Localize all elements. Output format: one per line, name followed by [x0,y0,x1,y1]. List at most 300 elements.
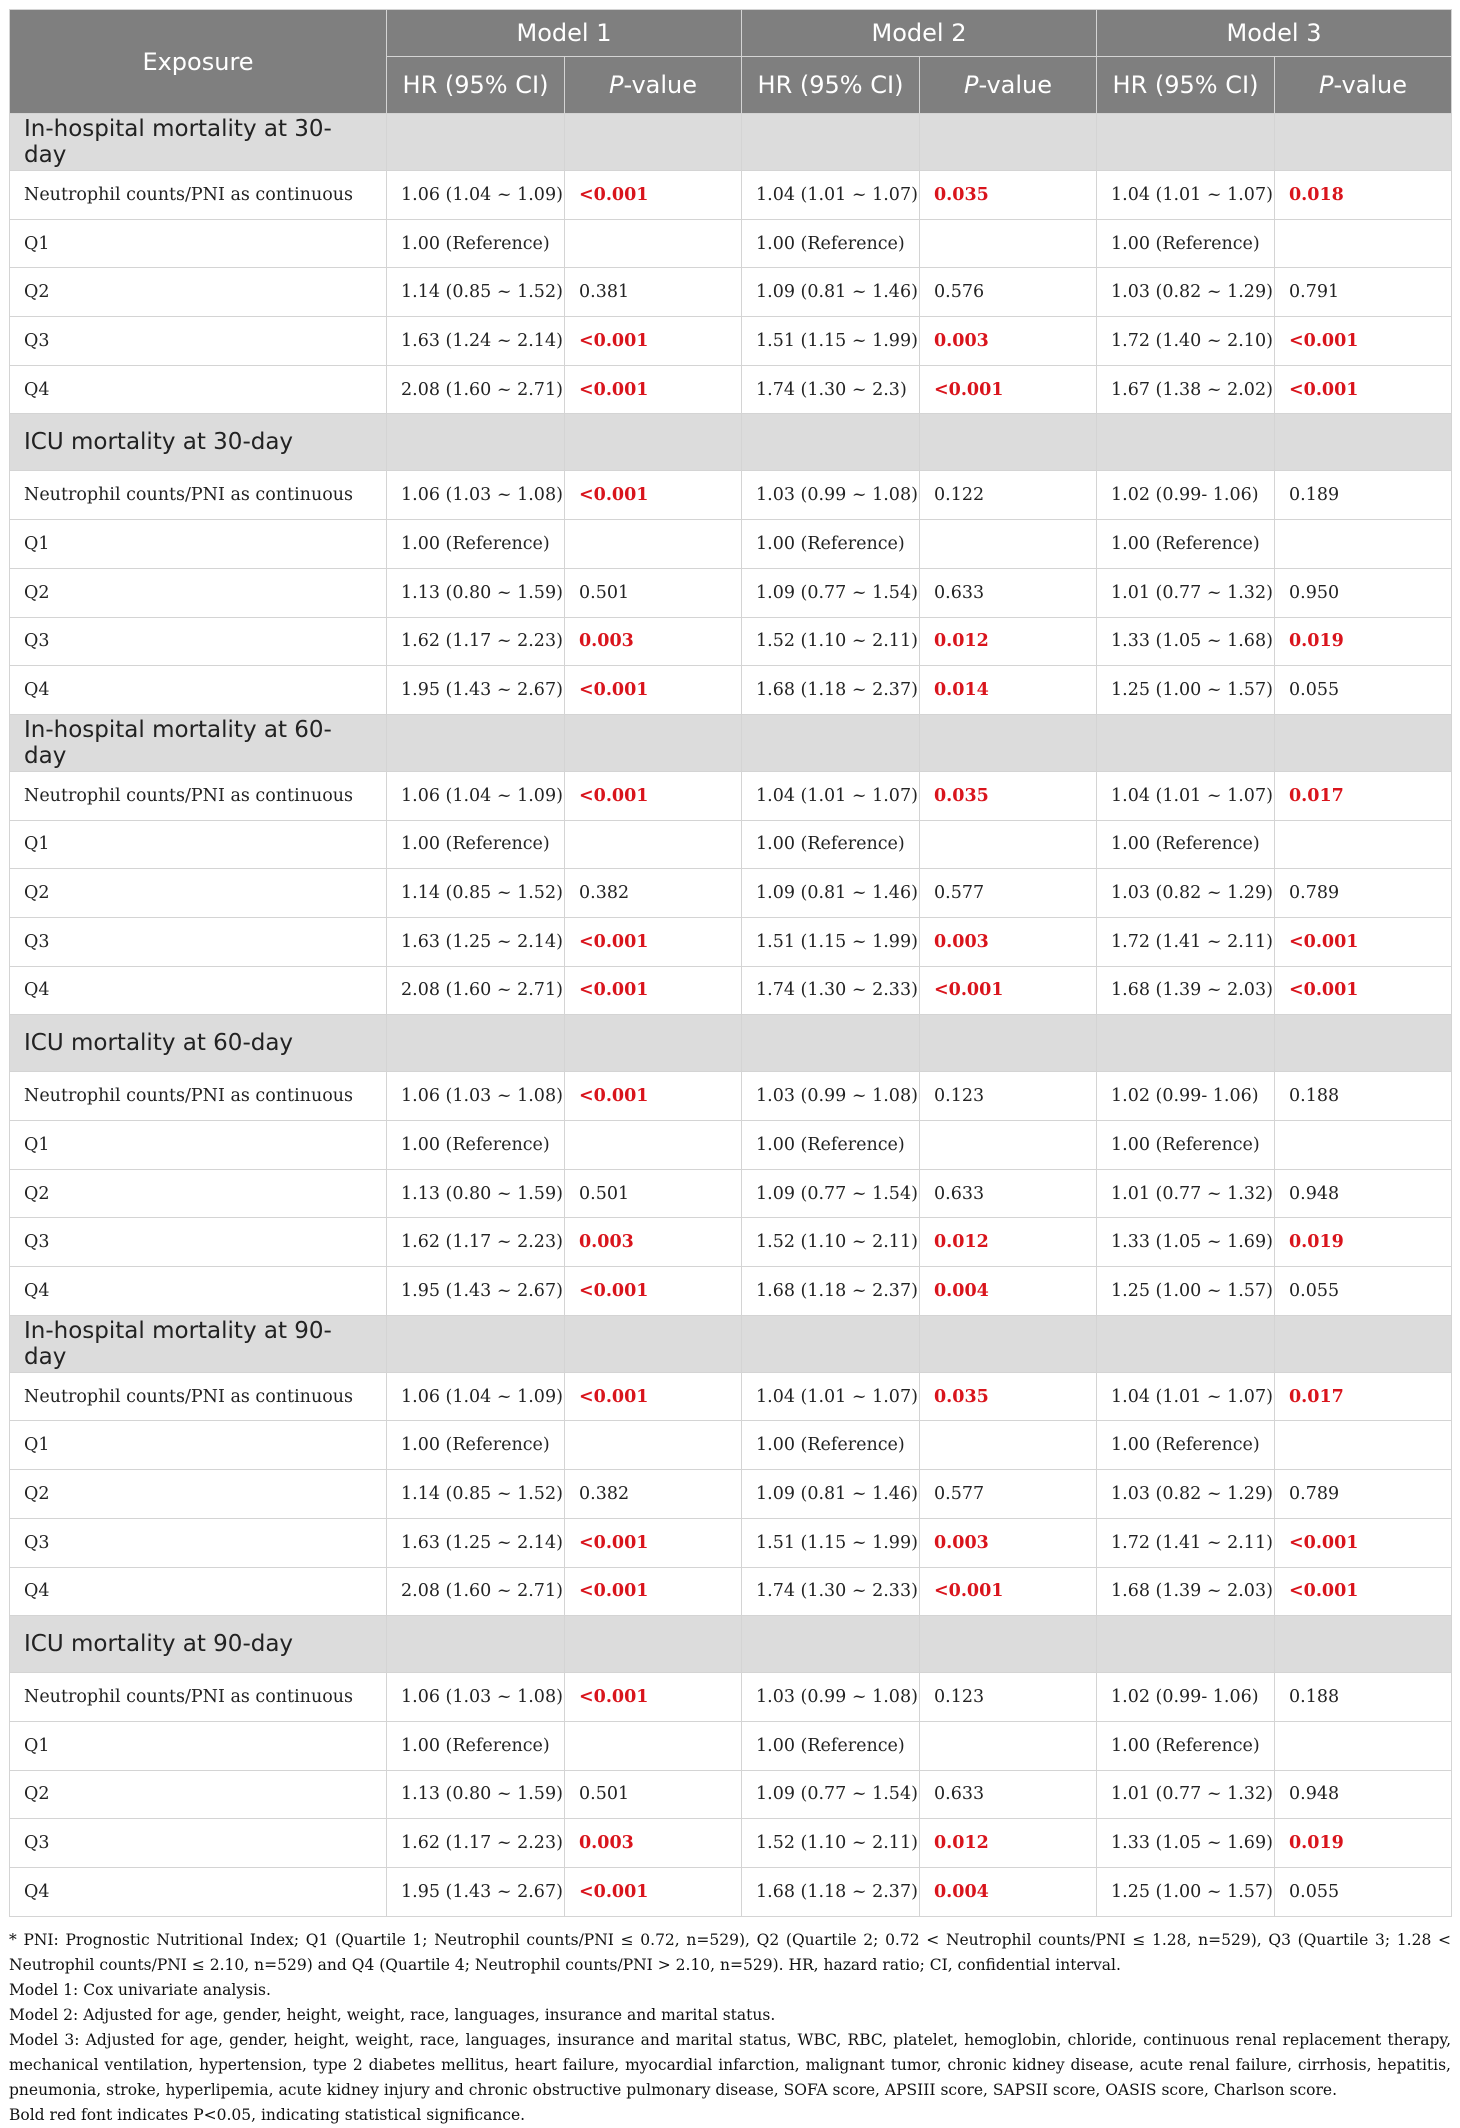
exposure-label: Q4 [10,1867,387,1916]
hr-header: HR (95% CI) [1097,57,1275,114]
hr-cell: 1.04 (1.01 ~ 1.07) [1097,171,1275,220]
hr-cell: 1.95 (1.43 ~ 2.67) [387,1867,565,1916]
p-value-cell [920,219,1097,268]
p-value-cell: <0.001 [1275,966,1452,1015]
exposure-header: Exposure [10,10,387,114]
hr-cell: 1.68 (1.39 ~ 2.03) [1097,966,1275,1015]
table-row [10,1218,1452,1267]
p-value-cell: <0.001 [565,966,742,1015]
table-row [10,1721,1452,1770]
p-value-cell: 0.012 [920,1218,1097,1267]
section-empty-cell [565,414,742,471]
table-row [10,869,1452,918]
hr-cell: 1.74 (1.30 ~ 2.3) [742,365,920,414]
model-1-header: Model 1 [387,10,742,57]
hr-cell: 1.00 (Reference) [1097,520,1275,569]
p-value-cell: <0.001 [1275,365,1452,414]
p-value-cell: 0.004 [920,1867,1097,1916]
section-empty-cell [920,114,1097,171]
table-row [10,1121,1452,1170]
section-header-row [10,1015,1452,1072]
model-3-header: Model 3 [1097,10,1452,57]
p-value-cell: 0.003 [920,317,1097,366]
p-value-cell: <0.001 [565,666,742,715]
hr-cell: 1.00 (Reference) [1097,1121,1275,1170]
table-row [10,1867,1452,1916]
hr-cell: 1.68 (1.39 ~ 2.03) [1097,1567,1275,1616]
hr-cell: 1.03 (0.99 ~ 1.08) [742,1072,920,1121]
p-value-cell: 0.382 [565,869,742,918]
footnote-significance: Bold red font indicates P<0.05, indicating statistical significance. [9,2105,526,2124]
section-empty-cell [565,1616,742,1673]
hr-cell: 1.06 (1.04 ~ 1.09) [387,771,565,820]
p-value-cell: <0.001 [565,171,742,220]
hr-cell: 1.00 (Reference) [742,219,920,268]
hr-cell: 1.63 (1.25 ~ 2.14) [387,917,565,966]
p-value-cell: 0.017 [1275,1372,1452,1421]
hr-cell: 1.72 (1.40 ~ 2.10) [1097,317,1275,366]
p-value-cell [1275,1721,1452,1770]
hr-cell: 1.00 (Reference) [387,1721,565,1770]
results-table-container [9,9,1451,2128]
section-title: ICU mortality at 30-day [10,414,387,471]
exposure-label: Q4 [10,666,387,715]
p-value-cell: 0.576 [920,268,1097,317]
p-value-cell [565,520,742,569]
p-value-cell: 0.577 [920,1470,1097,1519]
table-row [10,171,1452,220]
table-row [10,1567,1452,1616]
exposure-label: Q4 [10,1567,387,1616]
table-row [10,520,1452,569]
exposure-label: Q3 [10,917,387,966]
p-value-header: P-value [920,57,1097,114]
hr-cell: 2.08 (1.60 ~ 2.71) [387,966,565,1015]
hr-cell: 1.13 (0.80 ~ 1.59) [387,568,565,617]
p-value-cell: 0.035 [920,171,1097,220]
table-header [10,10,1452,114]
p-value-cell: 0.577 [920,869,1097,918]
section-title: In-hospital mortality at 60-day [10,714,387,771]
model-2-header: Model 2 [742,10,1097,57]
p-value-cell: 0.950 [1275,568,1452,617]
table-row [10,1169,1452,1218]
table-footnotes [9,1928,1451,2128]
hr-cell: 1.03 (0.99 ~ 1.08) [742,471,920,520]
p-value-cell: <0.001 [920,966,1097,1015]
p-value-cell: 0.014 [920,666,1097,715]
table-row [10,1770,1452,1819]
p-value-cell: 0.948 [1275,1169,1452,1218]
exposure-label: Q2 [10,1770,387,1819]
section-header-row [10,114,1452,171]
p-value-header: P-value [1275,57,1452,114]
section-empty-cell [1275,114,1452,171]
p-value-cell: 0.501 [565,1770,742,1819]
hr-cell: 1.25 (1.00 ~ 1.57) [1097,1267,1275,1316]
p-value-cell: 0.633 [920,568,1097,617]
exposure-label: Q4 [10,1267,387,1316]
p-value-cell: <0.001 [565,365,742,414]
p-value-cell: <0.001 [565,1867,742,1916]
p-value-cell: <0.001 [565,1372,742,1421]
section-empty-cell [920,414,1097,471]
p-value-cell [920,1121,1097,1170]
section-empty-cell [1097,714,1275,771]
p-value-cell: <0.001 [1275,317,1452,366]
p-value-cell: 0.019 [1275,1819,1452,1868]
p-value-cell: 0.055 [1275,1267,1452,1316]
p-value-cell: 0.188 [1275,1673,1452,1722]
p-value-cell: 0.789 [1275,869,1452,918]
table-row [10,471,1452,520]
section-empty-cell [920,1015,1097,1072]
hr-cell: 1.72 (1.41 ~ 2.11) [1097,917,1275,966]
hr-cell: 2.08 (1.60 ~ 2.71) [387,1567,565,1616]
hr-cell: 1.00 (Reference) [742,1721,920,1770]
exposure-label: Q3 [10,1218,387,1267]
p-value-cell: 0.003 [565,1218,742,1267]
p-value-cell: 0.019 [1275,1218,1452,1267]
hr-cell: 1.03 (0.99 ~ 1.08) [742,1673,920,1722]
hr-cell: 1.51 (1.15 ~ 1.99) [742,1518,920,1567]
section-title: In-hospital mortality at 90-day [10,1315,387,1372]
p-value-cell: <0.001 [1275,917,1452,966]
section-title: In-hospital mortality at 30-day [10,114,387,171]
hr-cell: 1.04 (1.01 ~ 1.07) [1097,771,1275,820]
section-empty-cell [387,714,565,771]
section-empty-cell [742,1616,920,1673]
p-value-cell: <0.001 [565,1518,742,1567]
table-row [10,568,1452,617]
section-empty-cell [1097,1315,1275,1372]
exposure-label: Q1 [10,520,387,569]
exposure-label: Neutrophil counts/PNI as continuous [10,1372,387,1421]
hr-cell: 1.25 (1.00 ~ 1.57) [1097,666,1275,715]
p-value-cell: 0.003 [920,917,1097,966]
p-value-cell: 0.019 [1275,617,1452,666]
table-body [10,114,1452,1917]
hr-cell: 1.74 (1.30 ~ 2.33) [742,1567,920,1616]
p-value-cell: <0.001 [565,1567,742,1616]
section-header-row [10,1616,1452,1673]
hr-cell: 1.00 (Reference) [387,820,565,869]
section-empty-cell [920,1315,1097,1372]
section-empty-cell [742,1315,920,1372]
p-value-cell: <0.001 [565,771,742,820]
p-value-cell [1275,1421,1452,1470]
table-row [10,268,1452,317]
hr-cell: 1.06 (1.03 ~ 1.08) [387,1072,565,1121]
hr-cell: 1.62 (1.17 ~ 2.23) [387,1218,565,1267]
hr-cell: 1.00 (Reference) [742,520,920,569]
p-value-cell [565,1421,742,1470]
hr-cell: 1.00 (Reference) [1097,820,1275,869]
hr-cell: 1.00 (Reference) [742,1121,920,1170]
p-value-cell: <0.001 [565,917,742,966]
exposure-label: Q4 [10,966,387,1015]
hr-cell: 1.68 (1.18 ~ 2.37) [742,1267,920,1316]
p-value-cell: 0.055 [1275,1867,1452,1916]
p-value-cell: 0.003 [565,1819,742,1868]
table-row [10,1421,1452,1470]
table-row [10,1470,1452,1519]
p-value-cell [1275,1121,1452,1170]
p-value-cell [920,1421,1097,1470]
table-row [10,1673,1452,1722]
table-row [10,365,1452,414]
hr-cell: 1.00 (Reference) [742,820,920,869]
exposure-label: Q2 [10,568,387,617]
p-value-cell: 0.003 [920,1518,1097,1567]
section-empty-cell [920,714,1097,771]
table-row [10,1518,1452,1567]
exposure-label: Q1 [10,1121,387,1170]
hr-cell: 1.09 (0.81 ~ 1.46) [742,268,920,317]
p-value-cell [565,1121,742,1170]
hr-cell: 1.03 (0.82 ~ 1.29) [1097,1470,1275,1519]
exposure-label: Neutrophil counts/PNI as continuous [10,171,387,220]
hr-cell: 1.00 (Reference) [387,520,565,569]
hr-cell: 1.67 (1.38 ~ 2.02) [1097,365,1275,414]
table-row [10,219,1452,268]
hr-cell: 1.14 (0.85 ~ 1.52) [387,869,565,918]
hr-cell: 1.13 (0.80 ~ 1.59) [387,1169,565,1218]
exposure-label: Q3 [10,1518,387,1567]
section-header-row [10,414,1452,471]
p-value-cell [920,1721,1097,1770]
p-value-cell: 0.055 [1275,666,1452,715]
p-value-cell: 0.012 [920,1819,1097,1868]
hr-cell: 1.72 (1.41 ~ 2.11) [1097,1518,1275,1567]
hr-cell: 1.14 (0.85 ~ 1.52) [387,268,565,317]
section-empty-cell [742,1015,920,1072]
p-value-cell: <0.001 [920,365,1097,414]
exposure-label: Q1 [10,820,387,869]
exposure-label: Neutrophil counts/PNI as continuous [10,1673,387,1722]
hr-cell: 1.04 (1.01 ~ 1.07) [742,171,920,220]
hr-cell: 1.04 (1.01 ~ 1.07) [742,1372,920,1421]
section-header-row [10,714,1452,771]
p-value-cell: 0.018 [1275,171,1452,220]
p-value-cell: <0.001 [565,1673,742,1722]
section-empty-cell [742,714,920,771]
p-value-cell: 0.188 [1275,1072,1452,1121]
hr-cell: 1.06 (1.03 ~ 1.08) [387,471,565,520]
p-value-cell: 0.382 [565,1470,742,1519]
p-value-cell: 0.789 [1275,1470,1452,1519]
hr-cell: 1.02 (0.99- 1.06) [1097,471,1275,520]
p-value-cell: 0.004 [920,1267,1097,1316]
p-value-cell: 0.791 [1275,268,1452,317]
hr-cell: 1.63 (1.25 ~ 2.14) [387,1518,565,1567]
exposure-label: Neutrophil counts/PNI as continuous [10,1072,387,1121]
section-empty-cell [742,414,920,471]
section-header-row [10,1315,1452,1372]
p-value-cell: <0.001 [565,1072,742,1121]
section-empty-cell [387,1616,565,1673]
hr-cell: 1.95 (1.43 ~ 2.67) [387,666,565,715]
hr-cell: 1.00 (Reference) [742,1421,920,1470]
hr-cell: 1.52 (1.10 ~ 2.11) [742,1218,920,1267]
p-value-cell [565,1721,742,1770]
footnote-model-1: Model 1: Cox univariate analysis. [9,1980,271,1999]
exposure-label: Q2 [10,1169,387,1218]
hr-cell: 1.09 (0.77 ~ 1.54) [742,1169,920,1218]
hr-cell: 1.62 (1.17 ~ 2.23) [387,617,565,666]
p-value-cell: 0.381 [565,268,742,317]
hr-cell: 1.06 (1.04 ~ 1.09) [387,1372,565,1421]
hr-header: HR (95% CI) [742,57,920,114]
table-row [10,917,1452,966]
p-value-cell: 0.633 [920,1169,1097,1218]
hr-cell: 1.04 (1.01 ~ 1.07) [1097,1372,1275,1421]
p-value-cell: <0.001 [1275,1518,1452,1567]
p-value-cell: 0.123 [920,1673,1097,1722]
table-row [10,771,1452,820]
hr-cell: 1.03 (0.82 ~ 1.29) [1097,268,1275,317]
section-empty-cell [1275,414,1452,471]
exposure-label: Q3 [10,617,387,666]
hr-cell: 1.09 (0.81 ~ 1.46) [742,1470,920,1519]
hr-cell: 1.68 (1.18 ~ 2.37) [742,666,920,715]
hr-cell: 1.52 (1.10 ~ 2.11) [742,617,920,666]
section-empty-cell [1275,714,1452,771]
hr-cell: 1.33 (1.05 ~ 1.69) [1097,1819,1275,1868]
p-value-cell: 0.633 [920,1770,1097,1819]
hr-cell: 1.06 (1.04 ~ 1.09) [387,171,565,220]
hr-header: HR (95% CI) [387,57,565,114]
hazard-ratio-table [9,9,1452,1917]
hr-cell: 2.08 (1.60 ~ 2.71) [387,365,565,414]
table-row [10,1072,1452,1121]
exposure-label: Q3 [10,1819,387,1868]
table-row [10,617,1452,666]
p-value-cell: <0.001 [565,1267,742,1316]
hr-cell: 1.14 (0.85 ~ 1.52) [387,1470,565,1519]
exposure-label: Neutrophil counts/PNI as continuous [10,771,387,820]
hr-cell: 1.00 (Reference) [1097,219,1275,268]
p-value-cell [1275,820,1452,869]
p-value-cell [565,219,742,268]
hr-cell: 1.00 (Reference) [1097,1721,1275,1770]
exposure-label: Q2 [10,1470,387,1519]
hr-cell: 1.95 (1.43 ~ 2.67) [387,1267,565,1316]
hr-cell: 1.51 (1.15 ~ 1.99) [742,317,920,366]
hr-cell: 1.63 (1.24 ~ 2.14) [387,317,565,366]
section-empty-cell [742,114,920,171]
hr-cell: 1.03 (0.82 ~ 1.29) [1097,869,1275,918]
hr-cell: 1.68 (1.18 ~ 2.37) [742,1867,920,1916]
exposure-label: Q2 [10,268,387,317]
hr-cell: 1.25 (1.00 ~ 1.57) [1097,1867,1275,1916]
hr-cell: 1.01 (0.77 ~ 1.32) [1097,1770,1275,1819]
section-empty-cell [1275,1315,1452,1372]
footnote-abbreviations: * PNI: Prognostic Nutritional Index; Q1 (Quartile 1; Neutrophil counts/PNI ≤ 0.72, n=529), Q2 (Quartile 2; 0.72 < Neutrophil counts/PNI ≤ 1.28, n=529), Q3 (Quartile 3; 1.28 < Neutrophil counts/PNI ≤ 2.10, n=529) and Q4 (Quartile 4; Neutrophil counts/PNI > 2.10, n=529). HR, hazard ratio; CI, confidential interval. [9,1930,1451,1974]
p-value-cell: <0.001 [920,1567,1097,1616]
p-value-cell [1275,520,1452,569]
footnote-model-2: Model 2: Adjusted for age, gender, height, weight, race, languages, insurance and marital status. [9,2005,776,2024]
hr-cell: 1.13 (0.80 ~ 1.59) [387,1770,565,1819]
hr-cell: 1.01 (0.77 ~ 1.32) [1097,1169,1275,1218]
section-empty-cell [1097,414,1275,471]
section-empty-cell [1275,1616,1452,1673]
p-value-cell [920,820,1097,869]
exposure-label: Q2 [10,869,387,918]
hr-cell: 1.52 (1.10 ~ 2.11) [742,1819,920,1868]
p-value-cell [1275,219,1452,268]
p-value-cell [565,820,742,869]
p-value-cell: <0.001 [1275,1567,1452,1616]
p-value-cell [920,520,1097,569]
exposure-label: Neutrophil counts/PNI as continuous [10,471,387,520]
table-row [10,1819,1452,1868]
p-value-cell: 0.035 [920,771,1097,820]
p-value-cell: 0.123 [920,1072,1097,1121]
section-empty-cell [565,1015,742,1072]
p-value-cell: 0.501 [565,1169,742,1218]
hr-cell: 1.33 (1.05 ~ 1.69) [1097,1218,1275,1267]
section-empty-cell [1097,114,1275,171]
exposure-label: Q1 [10,219,387,268]
hr-cell: 1.74 (1.30 ~ 2.33) [742,966,920,1015]
hr-cell: 1.09 (0.77 ~ 1.54) [742,1770,920,1819]
hr-cell: 1.02 (0.99- 1.06) [1097,1072,1275,1121]
section-empty-cell [1097,1616,1275,1673]
exposure-label: Q1 [10,1721,387,1770]
footnote-model-3: Model 3: Adjusted for age, gender, height, weight, race, languages, insurance and marital status, WBC, RBC, platelet, hemoglobin, chloride, continuous renal replacement therapy, mechanical ventilation, hypertension, type 2 diabetes mellitus, heart failure, myocardial infarction, malignant tumor, chronic kidney disease, acute renal failure, cirrhosis, hepatitis, pneumonia, stroke, hyperlipemia, acute kidney injury and chronic obstructive pulmonary disease, SOFA score, APSIII score, SAPSII score, OASIS score, Charlson score. [9,2030,1451,2099]
table-row [10,1267,1452,1316]
p-value-cell: 0.017 [1275,771,1452,820]
section-empty-cell [387,414,565,471]
p-value-cell: 0.948 [1275,1770,1452,1819]
section-empty-cell [565,114,742,171]
section-empty-cell [565,714,742,771]
hr-cell: 1.01 (0.77 ~ 1.32) [1097,568,1275,617]
hr-cell: 1.00 (Reference) [1097,1421,1275,1470]
hr-cell: 1.51 (1.15 ~ 1.99) [742,917,920,966]
section-empty-cell [387,1015,565,1072]
section-empty-cell [1097,1015,1275,1072]
section-empty-cell [387,114,565,171]
section-empty-cell [1275,1015,1452,1072]
table-row [10,666,1452,715]
table-row [10,966,1452,1015]
hr-cell: 1.33 (1.05 ~ 1.68) [1097,617,1275,666]
table-row [10,1372,1452,1421]
table-row [10,820,1452,869]
section-empty-cell [387,1315,565,1372]
hr-cell: 1.09 (0.77 ~ 1.54) [742,568,920,617]
hr-cell: 1.62 (1.17 ~ 2.23) [387,1819,565,1868]
hr-cell: 1.00 (Reference) [387,219,565,268]
hr-cell: 1.04 (1.01 ~ 1.07) [742,771,920,820]
hr-cell: 1.09 (0.81 ~ 1.46) [742,869,920,918]
p-value-cell: <0.001 [565,471,742,520]
p-value-cell: <0.001 [565,317,742,366]
hr-cell: 1.00 (Reference) [387,1421,565,1470]
exposure-label: Q1 [10,1421,387,1470]
section-empty-cell [920,1616,1097,1673]
p-value-cell: 0.501 [565,568,742,617]
p-value-cell: 0.189 [1275,471,1452,520]
hr-cell: 1.06 (1.03 ~ 1.08) [387,1673,565,1722]
section-title: ICU mortality at 90-day [10,1616,387,1673]
section-title: ICU mortality at 60-day [10,1015,387,1072]
p-value-header: P-value [565,57,742,114]
p-value-cell: 0.035 [920,1372,1097,1421]
hr-cell: 1.00 (Reference) [387,1121,565,1170]
